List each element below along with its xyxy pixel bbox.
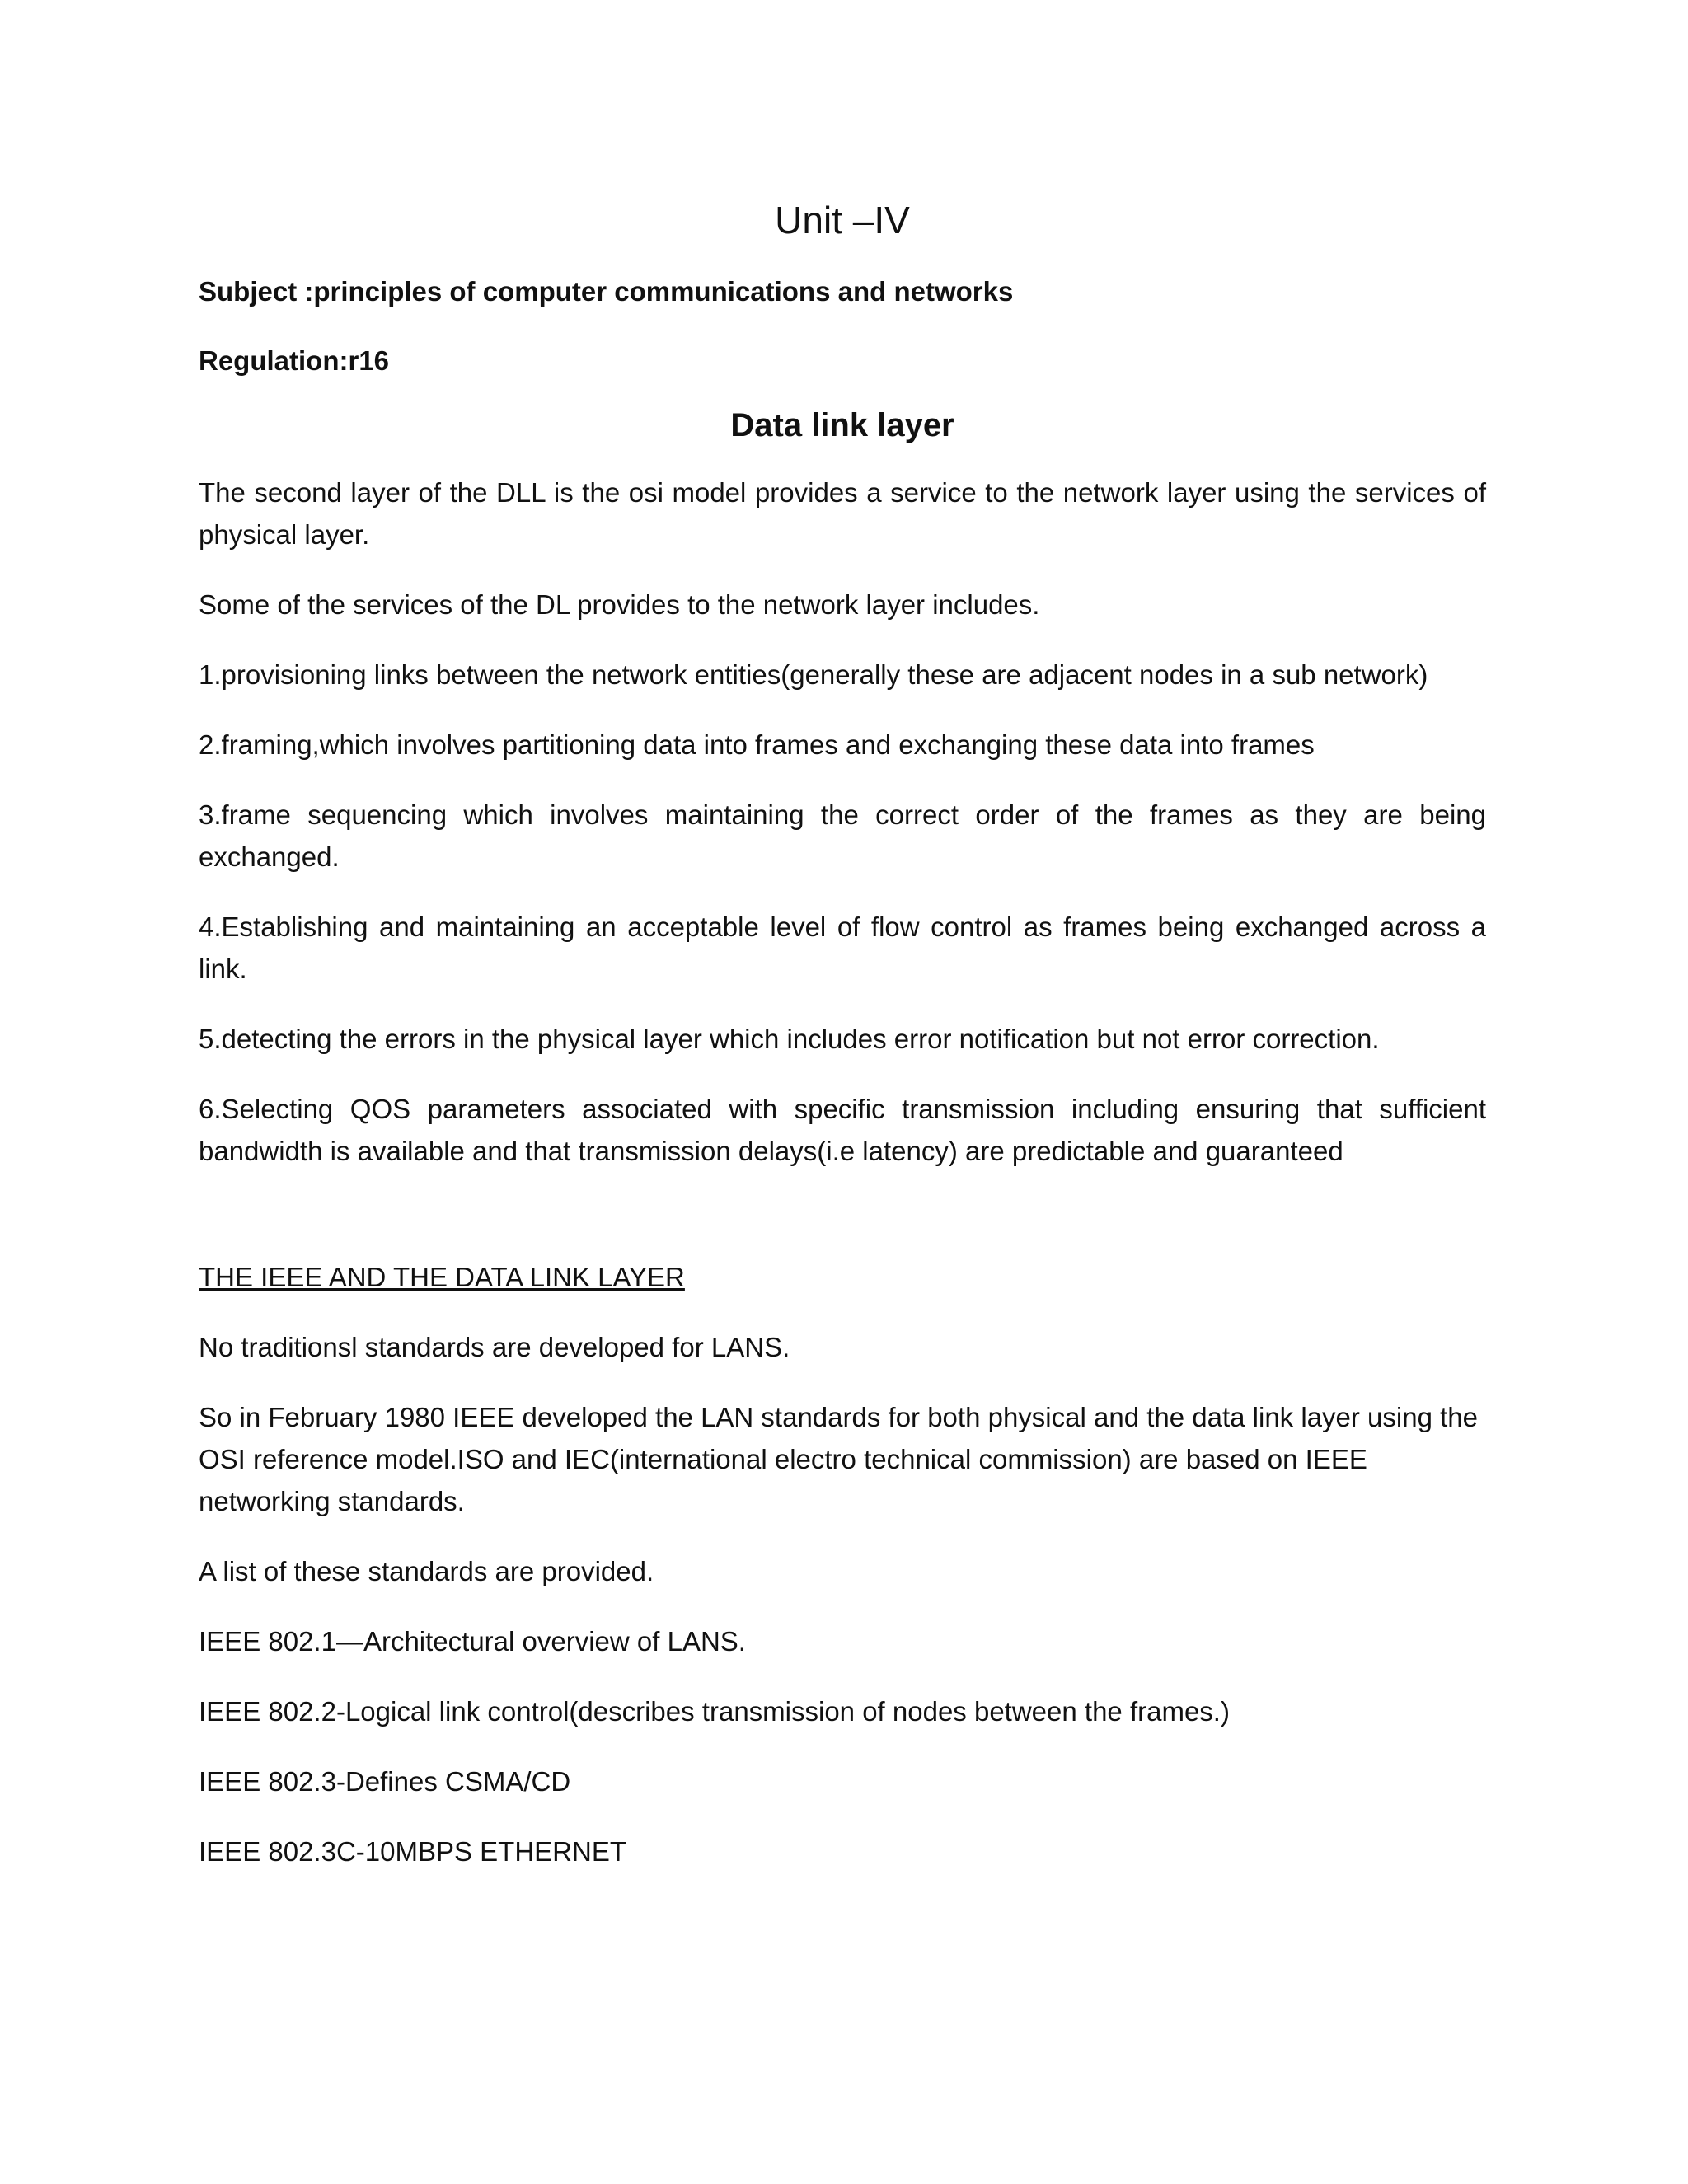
- service-item-1: 1.provisioning links between the network entities(generally these are adjacent nodes in a sub network): [199, 659, 1428, 690]
- service-item-6: 6.Selecting QOS parameters associated with specific transmission including ensuring that sufficient bandwidth is available and that transmission delays(i.e latency) are predictable and guaranteed: [199, 1094, 1486, 1166]
- standard-item-802-3: IEEE 802.3-Defines CSMA/CD: [199, 1766, 571, 1797]
- unit-title: Unit –IV: [775, 199, 910, 241]
- standard-item-802-1: IEEE 802.1—Architectural overview of LANS.: [199, 1626, 746, 1657]
- service-item-4: 4.Establishing and maintaining an acceptable level of flow control as frames being exchanged across a link.: [199, 912, 1486, 984]
- standard-item-802-2: IEEE 802.2-Logical link control(describes transmission of nodes between the frames.): [199, 1696, 1230, 1727]
- service-item-5: 5.detecting the errors in the physical layer which includes error notification but not error correction.: [199, 1024, 1380, 1054]
- regulation-line: Regulation:r16: [199, 345, 390, 376]
- ieee-heading: THE IEEE AND THE DATA LINK LAYER: [199, 1262, 685, 1292]
- service-item-3: 3.frame sequencing which involves maintaining the correct order of the frames as they are being exchanged.: [199, 799, 1486, 872]
- document-content: [199, 194, 1486, 1900]
- service-item-2: 2.framing,which involves partitioning data into frames and exchanging these data into frames: [199, 729, 1315, 760]
- intro-paragraph: The second layer of the DLL is the osi model provides a service to the network layer using the services of physical layer.: [199, 477, 1486, 550]
- standard-item-802-3c: IEEE 802.3C-10MBPS ETHERNET: [199, 1836, 627, 1867]
- ieee-paragraph-2: So in February 1980 IEEE developed the LAN standards for both physical and the data link layer using the OSI reference model.ISO and IEC(international electro technical commission) are based on IEEE networking standards.: [199, 1402, 1478, 1516]
- services-intro: Some of the services of the DL provides to the network layer includes.: [199, 589, 1040, 620]
- section-spacer: [199, 1200, 1486, 1256]
- section-title: Data link layer: [730, 407, 954, 443]
- ieee-paragraph-1: No traditionsl standards are developed for LANS.: [199, 1332, 790, 1362]
- subject-line: Subject :principles of computer communications and networks: [199, 276, 1014, 307]
- ieee-paragraph-3: A list of these standards are provided.: [199, 1556, 654, 1586]
